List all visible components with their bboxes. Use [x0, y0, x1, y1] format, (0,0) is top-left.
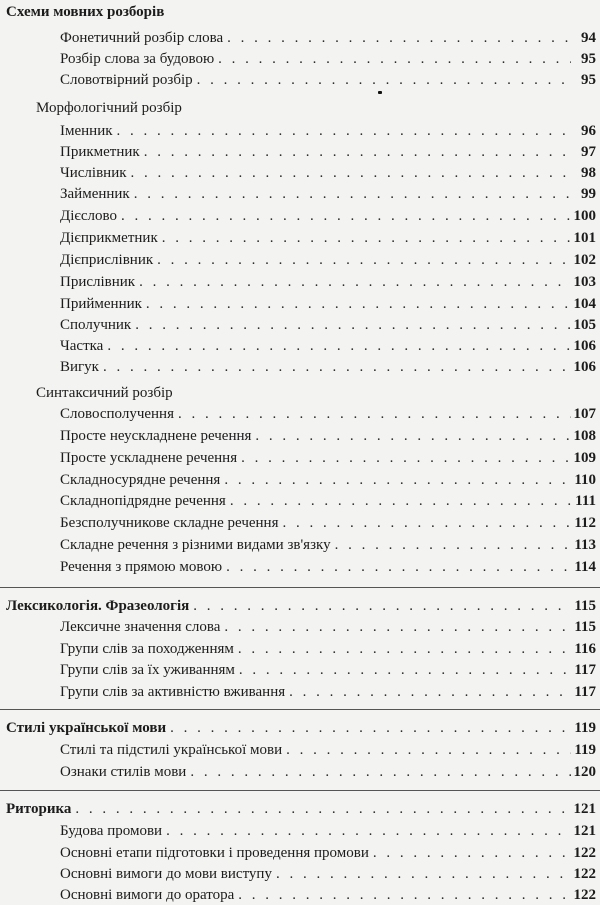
dot-leader [255, 426, 570, 446]
toc-entry[interactable] [60, 336, 596, 356]
toc-entry-page: 104 [573, 296, 596, 312]
toc-entry-page: 100 [573, 208, 596, 224]
toc-entry-page: 108 [573, 428, 596, 444]
toc-entry-label: Частка [60, 338, 104, 354]
toc-entry-page: 110 [574, 472, 596, 488]
section-divider [0, 790, 600, 791]
toc-entry-page: 117 [574, 684, 596, 700]
toc-entry-page: 111 [575, 493, 596, 509]
toc-entry-label: Словотвірний розбір [60, 72, 193, 88]
toc-entry[interactable] [60, 762, 596, 782]
toc-entry-label: Дієприкметник [60, 230, 158, 246]
toc-entry-page: 96 [581, 123, 596, 139]
toc-entry[interactable] [60, 315, 596, 335]
toc-entry-page: 105 [573, 317, 596, 333]
dot-leader [286, 740, 571, 760]
toc-entry[interactable] [60, 228, 596, 248]
dot-leader [238, 639, 571, 659]
dot-leader [230, 491, 571, 511]
toc-entry-label: Основні етапи підготовки і проведення промови [60, 845, 369, 861]
toc-entry[interactable] [60, 426, 596, 446]
toc-entry-label: Дієслово [60, 208, 117, 224]
toc-section-page: 121 [573, 801, 596, 817]
subsection-title-morphology: Морфологічний розбір [36, 100, 182, 116]
toc-entry-page: 95 [581, 51, 596, 67]
toc-entry-page: 107 [573, 406, 596, 422]
toc-entry-label: Прийменник [60, 296, 142, 312]
toc-section-page: 115 [574, 598, 596, 614]
dot-leader [224, 470, 571, 490]
section-title-styles: Стилі української мови [6, 720, 167, 736]
dot-leader [117, 121, 571, 141]
dot-leader [224, 617, 571, 637]
toc-entry-label: Безсполучникове складне речення [60, 515, 279, 531]
toc-entry-page: 119 [574, 742, 596, 758]
toc-entry-page: 102 [573, 252, 596, 268]
toc-entry-page: 122 [573, 866, 596, 882]
toc-entry[interactable] [60, 470, 596, 490]
toc-entry-page: 120 [573, 764, 596, 780]
toc-entry[interactable] [60, 864, 596, 884]
toc-entry-label: Числівник [60, 165, 127, 181]
toc-entry[interactable] [60, 491, 596, 511]
toc-entry-label: Сполучник [60, 317, 132, 333]
dot-leader [178, 404, 571, 424]
dot-leader [75, 799, 570, 819]
toc-entry-page: 99 [581, 186, 596, 202]
toc-entry-label: Ознаки стилів мови [60, 764, 187, 780]
toc-entry-page: 122 [573, 845, 596, 861]
toc-entry[interactable] [60, 535, 596, 555]
toc-entry[interactable] [60, 660, 596, 680]
dot-leader [166, 821, 570, 841]
toc-entry[interactable] [60, 617, 596, 637]
toc-entry-label: Іменник [60, 123, 113, 139]
toc-entry-label: Займенник [60, 186, 130, 202]
toc-entry[interactable] [60, 357, 596, 377]
toc-entry-page: 95 [581, 72, 596, 88]
toc-entry-label: Групи слів за походженням [60, 641, 234, 657]
scan-speck [378, 91, 382, 94]
dot-leader [218, 49, 571, 69]
toc-entry-page: 115 [574, 619, 596, 635]
toc-entry-label: Групи слів за активністю вживання [60, 684, 286, 700]
dot-leader [107, 336, 570, 356]
section-divider [0, 587, 600, 588]
toc-entry-page: 106 [573, 359, 596, 375]
dot-leader [190, 762, 570, 782]
toc-entry-page: 113 [574, 537, 596, 553]
toc-entry-page: 112 [574, 515, 596, 531]
dot-leader [241, 448, 570, 468]
dot-leader [170, 718, 571, 738]
toc-entry-page: 94 [581, 30, 596, 46]
dot-leader [134, 184, 571, 204]
toc-entry[interactable] [60, 206, 596, 226]
toc-entry[interactable] [60, 28, 596, 48]
section-title-schemes: Схеми мовних розборів [6, 4, 165, 20]
toc-entry-label: Просте неускладнене речення [60, 428, 252, 444]
toc-entry[interactable] [60, 250, 596, 270]
section-title-rhetoric: Риторика [6, 801, 72, 817]
toc-entry-page: 109 [573, 450, 596, 466]
toc-entry[interactable] [60, 885, 596, 905]
toc-entry-label: Просте ускладнене речення [60, 450, 238, 466]
toc-entry-label: Будова промови [60, 823, 163, 839]
toc-entry[interactable] [60, 513, 596, 533]
toc-entry-page: 114 [574, 559, 596, 575]
toc-entry[interactable] [60, 682, 596, 702]
toc-entry[interactable] [60, 49, 596, 69]
toc-section-page: 119 [574, 720, 596, 736]
toc-entry-label: Лексичне значення слова [60, 619, 221, 635]
toc-entry[interactable] [60, 821, 596, 841]
toc-entry[interactable] [60, 557, 596, 577]
dot-leader [373, 843, 571, 863]
toc-entry-label: Складне речення з різними видами зв'язку [60, 537, 331, 553]
toc-entry-label: Прислівник [60, 274, 136, 290]
dot-leader [282, 513, 571, 533]
dot-leader [239, 660, 571, 680]
toc-entry[interactable] [60, 121, 596, 141]
toc-entry-page: 101 [573, 230, 596, 246]
toc-entry-label: Розбір слова за будовою [60, 51, 215, 67]
toc-entry[interactable] [60, 404, 596, 424]
dot-leader [193, 596, 571, 616]
toc-entry-label: Прикметник [60, 144, 140, 160]
toc-entry-label: Основні вимоги до оратора [60, 887, 235, 903]
toc-entry-page: 97 [581, 144, 596, 160]
toc-entry-label: Складнопідрядне речення [60, 493, 226, 509]
toc-entry-label: Дієприслівник [60, 252, 154, 268]
dot-leader [238, 885, 570, 905]
dot-leader [289, 682, 571, 702]
dot-leader [162, 228, 571, 248]
toc-entry[interactable] [60, 184, 596, 204]
toc-entry[interactable] [60, 639, 596, 659]
dot-leader [146, 294, 571, 314]
toc-entry-page: 116 [574, 641, 596, 657]
toc-entry-page: 106 [573, 338, 596, 354]
toc-entry-label: Стилі та підстилі української мови [60, 742, 283, 758]
toc-entry[interactable] [60, 740, 596, 760]
toc-entry-page: 122 [573, 887, 596, 903]
toc-entry-page: 117 [574, 662, 596, 678]
toc-entry-label: Вигук [60, 359, 99, 375]
dot-leader [121, 206, 571, 226]
toc-entry-label: Групи слів за їх уживанням [60, 662, 235, 678]
dot-leader [157, 250, 570, 270]
dot-leader [335, 535, 571, 555]
toc-entry-label: Словосполучення [60, 406, 174, 422]
toc-entry[interactable] [60, 70, 596, 90]
toc-entry-label: Речення з прямою мовою [60, 559, 223, 575]
toc-entry[interactable] [60, 272, 596, 292]
toc-entry[interactable] [60, 294, 596, 314]
dot-leader [276, 864, 571, 884]
dot-leader [131, 163, 571, 183]
toc-entry-label: Складносурядне речення [60, 472, 221, 488]
dot-leader [197, 70, 571, 90]
toc-entry[interactable] [60, 448, 596, 468]
dot-leader [227, 28, 571, 48]
toc-entry[interactable] [60, 843, 596, 863]
toc-section-lexicology[interactable] [6, 596, 596, 616]
toc-section-styles[interactable] [6, 718, 596, 738]
toc-entry-label: Основні вимоги до мови виступу [60, 866, 272, 882]
dot-leader [103, 357, 571, 377]
dot-leader [226, 557, 571, 577]
toc-entry-label: Фонетичний розбір слова [60, 30, 224, 46]
dot-leader [135, 315, 570, 335]
toc-section-rhetoric[interactable] [6, 799, 596, 819]
toc-entry-page: 121 [573, 823, 596, 839]
dot-leader [139, 272, 570, 292]
toc-entry-page: 103 [573, 274, 596, 290]
section-title-lexicology: Лексикологія. Фразеологія [6, 598, 190, 614]
toc-entry[interactable] [60, 142, 596, 162]
section-divider [0, 709, 600, 710]
subsection-title-syntax: Синтаксичний розбір [36, 385, 173, 401]
dot-leader [144, 142, 571, 162]
toc-entry[interactable] [60, 163, 596, 183]
toc-entry-page: 98 [581, 165, 596, 181]
